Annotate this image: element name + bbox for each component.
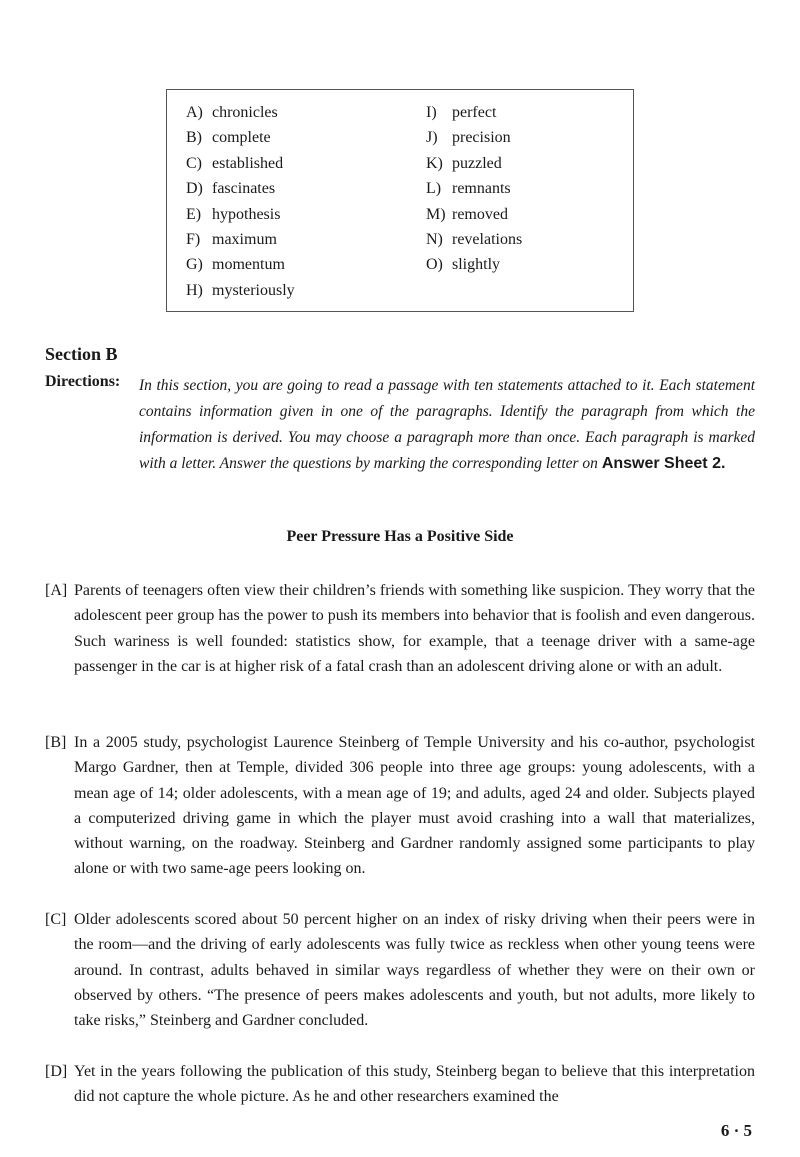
paragraph-text: Parents of teenagers often view their children’s friends with something like suspicion. They worry that the adolescent peer group has the power to push its members into behavior that is foolish and even dangerous. Such wariness is well founded: statistics show, for example, that a teenage driver with a same-age passenger in the car is at higher risk of a fatal crash than an adolescent driving alone or with an adult. bbox=[74, 582, 755, 675]
page-number: 6 · 5 bbox=[720, 1121, 752, 1140]
option-letter: O) bbox=[426, 256, 443, 274]
word-option bbox=[426, 252, 522, 277]
paragraph-tag: [A] bbox=[45, 582, 68, 599]
directions-body: In this section, you are going to read a passage with ten statements attached to it. Each statement contains information given in one of the paragraphs. Identify the paragraph from which the information is derived. You may choose a paragraph more than once. Each paragraph is marked with a letter. Answer the questions by marking the corresponding letter on bbox=[139, 377, 755, 472]
paragraph-text: Yet in the years following the publication of this study, Steinberg began to believe that this interpretation did not capture the whole picture. As he and other researchers examined the bbox=[74, 1063, 755, 1106]
option-letter: I) bbox=[426, 104, 437, 121]
option-word: momentum bbox=[212, 256, 285, 274]
option-word: chronicles bbox=[212, 104, 278, 121]
option-letter: G) bbox=[186, 256, 203, 274]
directions-text bbox=[139, 373, 755, 477]
section-title: Section B bbox=[45, 344, 118, 364]
option-word: mysteriously bbox=[212, 281, 295, 299]
word-option bbox=[426, 202, 522, 227]
word-option bbox=[186, 100, 295, 125]
option-letter: D) bbox=[186, 180, 203, 198]
paragraph-a bbox=[45, 578, 755, 679]
word-option bbox=[426, 100, 522, 125]
option-letter: C) bbox=[186, 154, 202, 172]
word-option bbox=[186, 227, 295, 252]
paragraph-c bbox=[45, 907, 755, 1033]
option-letter: H) bbox=[186, 281, 203, 299]
paragraph-tag: [B] bbox=[45, 734, 67, 751]
answer-sheet-label: Answer Sheet 2. bbox=[601, 455, 726, 472]
option-letter: B) bbox=[186, 129, 202, 147]
paragraph-tag: [D] bbox=[45, 1063, 68, 1080]
directions-label: Directions: bbox=[45, 373, 121, 390]
option-letter: K) bbox=[426, 154, 443, 172]
option-letter: N) bbox=[426, 230, 443, 248]
option-word: perfect bbox=[452, 104, 497, 121]
option-letter: A) bbox=[186, 104, 203, 121]
option-letter: E) bbox=[186, 205, 202, 223]
word-bank-box bbox=[166, 89, 634, 312]
option-word: revelations bbox=[452, 230, 523, 248]
word-option bbox=[186, 125, 295, 150]
option-word: removed bbox=[452, 205, 508, 223]
paragraph-text: Older adolescents scored about 50 percent higher on an index of risky driving when their peers were in the room—and the driving of early adolescents was fully twice as reckless when other young teens were around. In contrast, adults behaved in similar ways regardless of whether they were on their own or observed by others. “The presence of peers makes adolescents and youth, but not adults, more likely to take risks,” Steinberg and Gardner concluded. bbox=[74, 911, 755, 1030]
word-option bbox=[426, 151, 522, 176]
paragraph-b bbox=[45, 730, 755, 882]
option-word: maximum bbox=[212, 230, 277, 248]
passage-title: Peer Pressure Has a Positive Side bbox=[286, 528, 514, 545]
word-bank-column-right bbox=[426, 100, 522, 278]
option-word: precision bbox=[452, 129, 511, 147]
option-letter: J) bbox=[426, 129, 438, 147]
option-letter: F) bbox=[186, 230, 201, 248]
option-word: established bbox=[212, 154, 284, 172]
word-option bbox=[186, 176, 295, 201]
word-option bbox=[186, 151, 295, 176]
word-option bbox=[426, 176, 522, 201]
option-letter: M) bbox=[426, 205, 446, 223]
word-option bbox=[186, 278, 295, 303]
word-bank-column-left bbox=[186, 100, 295, 303]
option-word: slightly bbox=[452, 256, 501, 274]
option-word: puzzled bbox=[452, 154, 502, 172]
word-option bbox=[186, 252, 295, 277]
word-option bbox=[426, 227, 522, 252]
paragraph-tag: [C] bbox=[45, 911, 67, 928]
option-word: fascinates bbox=[212, 180, 276, 198]
paragraph-text: In a 2005 study, psychologist Laurence Steinberg of Temple University and his co-author, psychologist Margo Gardner, then at Temple, divided 306 people into three age groups: young adolescents, with a mean age of 14; older adolescents, with a mean age of 19; and adults, aged 24 and older. Subjects played a computerized driving game in which the player must avoid crashing into a wall that materializes, without warning, on the roadway. Steinberg and Gardner randomly assigned some participants to play alone or with two same-age peers looking on. bbox=[74, 734, 755, 878]
word-option bbox=[426, 125, 522, 150]
option-word: complete bbox=[212, 129, 271, 147]
option-letter: L) bbox=[426, 180, 442, 198]
word-option bbox=[186, 202, 295, 227]
option-word: remnants bbox=[452, 180, 511, 198]
option-word: hypothesis bbox=[212, 205, 281, 223]
paragraph-d bbox=[45, 1059, 755, 1110]
